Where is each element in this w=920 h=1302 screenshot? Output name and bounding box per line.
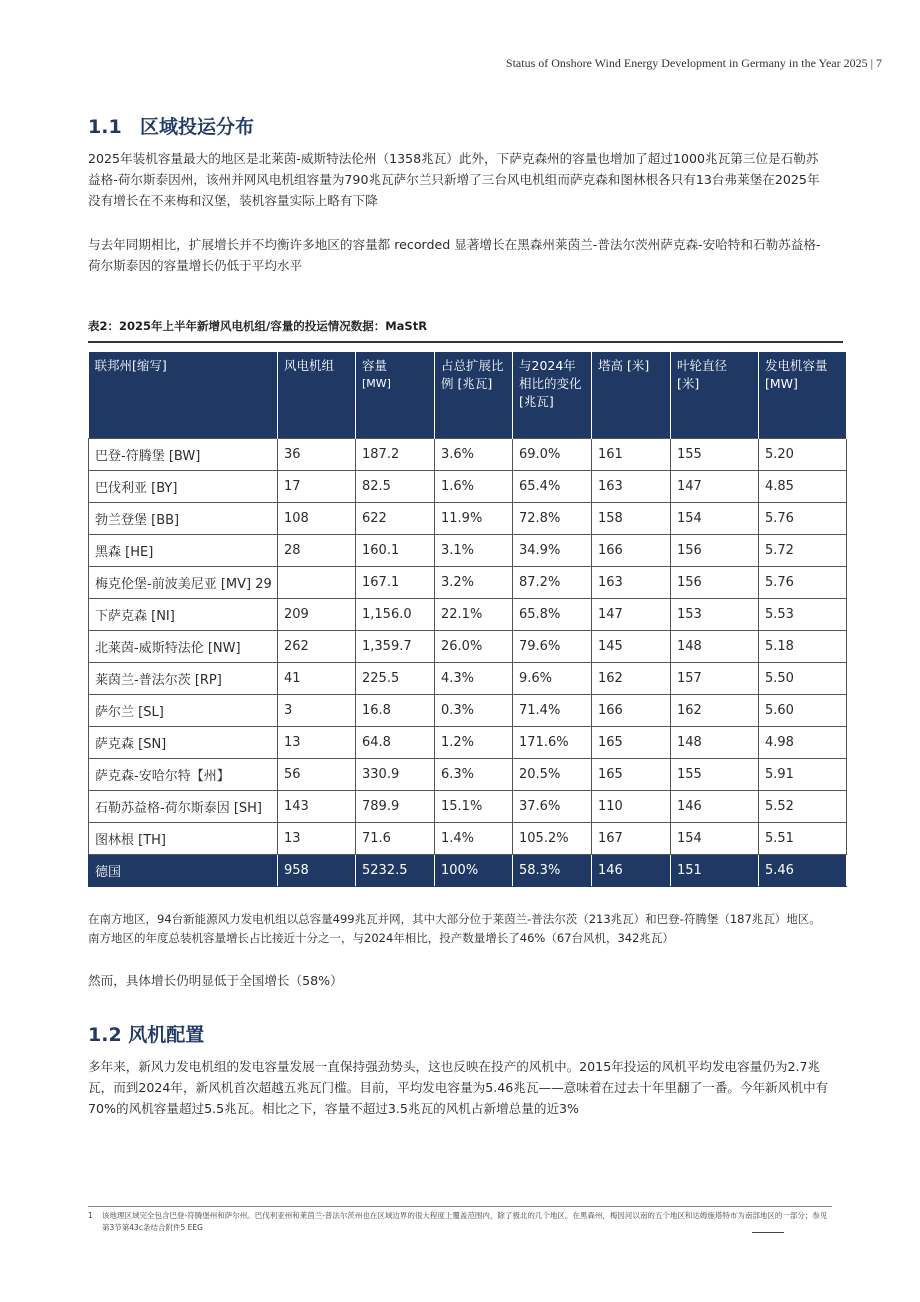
header-label: 占总扩展比例 [兆瓦] bbox=[441, 358, 504, 391]
footnote bbox=[88, 1210, 833, 1234]
table-cell: 158 bbox=[592, 503, 671, 535]
table-top-rule bbox=[88, 341, 843, 343]
table-total-cell: 146 bbox=[592, 855, 671, 887]
table-total-cell: 58.3% bbox=[513, 855, 592, 887]
table-cell: 155 bbox=[671, 759, 759, 791]
table-cell: 黑森 [HE] bbox=[89, 535, 278, 567]
footnote-end-bar bbox=[752, 1232, 784, 1233]
header-label: 风电机组 bbox=[284, 358, 335, 373]
table-cell: 157 bbox=[671, 663, 759, 695]
table-cell: 萨克森-安哈尔特【州】 bbox=[89, 759, 278, 791]
table-cell: 72.8% bbox=[513, 503, 592, 535]
table-row bbox=[89, 663, 847, 695]
table-cell: 166 bbox=[592, 695, 671, 727]
table-cell: 16.8 bbox=[356, 695, 435, 727]
table-cell: 71.4% bbox=[513, 695, 592, 727]
table-cell: 13 bbox=[278, 823, 356, 855]
table-cell: 34.9% bbox=[513, 535, 592, 567]
table-cell: 148 bbox=[671, 631, 759, 663]
table-cell: 5.76 bbox=[759, 567, 847, 599]
table-cell: 156 bbox=[671, 535, 759, 567]
table-cell: 166 bbox=[592, 535, 671, 567]
table-cell: 79.6% bbox=[513, 631, 592, 663]
table-cell: 萨尔兰 [SL] bbox=[89, 695, 278, 727]
table-row bbox=[89, 823, 847, 855]
table-cell: 87.2% bbox=[513, 567, 592, 599]
table-cell: 65.4% bbox=[513, 471, 592, 503]
table-cell: 莱茵兰-普法尔茨 [RP] bbox=[89, 663, 278, 695]
table-header-cell bbox=[89, 352, 278, 439]
table-cell: 图林根 [TH] bbox=[89, 823, 278, 855]
table-cell: 225.5 bbox=[356, 663, 435, 695]
table-cell: 5.76 bbox=[759, 503, 847, 535]
table-cell: 0.3% bbox=[435, 695, 513, 727]
table-cell: 71.6 bbox=[356, 823, 435, 855]
table-header-cell bbox=[278, 352, 356, 439]
table-caption: 表2：2025年上半年新增风电机组/容量的投运情况数据：MaStR bbox=[88, 319, 428, 333]
table-cell: 巴登-符腾堡 [BW] bbox=[89, 439, 278, 471]
table-cell: 37.6% bbox=[513, 791, 592, 823]
table-cell: 82.5 bbox=[356, 471, 435, 503]
table-total-cell: 151 bbox=[671, 855, 759, 887]
section-number: 1.1 bbox=[88, 116, 122, 138]
table-cell: 161 bbox=[592, 439, 671, 471]
table-cell: 64.8 bbox=[356, 727, 435, 759]
header-label: 发电机容量 [MW] bbox=[765, 358, 828, 391]
section-heading-1-1 bbox=[88, 112, 254, 139]
table-header-cell bbox=[671, 352, 759, 439]
paragraph-regional-1: 2025年装机容量最大的地区是北莱茵-威斯特法伦州（1358兆瓦）此外，下萨克森州的容量也增加了超过1000兆瓦第三位是石勒苏益格-荷尔斯泰因州，该州并网风电机组容量为790兆瓦萨尔兰只新增了三台风电机组而萨克森和图林根各只有13台弗莱堡在2025年没有增长在不来梅和汉堡，装机容量实际上略有下降 bbox=[88, 151, 820, 208]
table-cell: 4.98 bbox=[759, 727, 847, 759]
table-row bbox=[89, 695, 847, 727]
table-cell: 163 bbox=[592, 471, 671, 503]
paragraph-regional-2: 与去年同期相比，扩展增长并不均衡许多地区的容量都 recorded 显著增长在黑森州莱茵兰-普法尔茨州萨克森-安哈特和石勒苏益格-荷尔斯泰因的容量增长仍低于平均水平 bbox=[88, 237, 821, 273]
table-cell: 15.1% bbox=[435, 791, 513, 823]
table-cell: 26.0% bbox=[435, 631, 513, 663]
table-row bbox=[89, 535, 847, 567]
section-heading-1-2: 1.2 风机配置 bbox=[88, 1024, 205, 1046]
table-cell: 3.6% bbox=[435, 439, 513, 471]
header-label: 与2024年相比的变化 [兆瓦] bbox=[519, 358, 582, 409]
table-cell: 156 bbox=[671, 567, 759, 599]
commissioning-table bbox=[88, 352, 847, 887]
table-cell: 36 bbox=[278, 439, 356, 471]
table-total-cell: 958 bbox=[278, 855, 356, 887]
table-cell: 5.91 bbox=[759, 759, 847, 791]
table-total-cell: 5232.5 bbox=[356, 855, 435, 887]
table-cell: 5.18 bbox=[759, 631, 847, 663]
table-cell: 5.20 bbox=[759, 439, 847, 471]
table-row bbox=[89, 791, 847, 823]
table-cell: 巴伐利亚 [BY] bbox=[89, 471, 278, 503]
table-cell: 22.1% bbox=[435, 599, 513, 631]
table-cell: 163 bbox=[592, 567, 671, 599]
table-cell: 622 bbox=[356, 503, 435, 535]
paragraph-turbine-config: 多年来，新风力发电机组的发电容量发展一直保持强劲势头，这也反映在投产的风机中。2015年投运的风机平均发电容量仍为2.7兆瓦，而到2024年，新风机首次超越五兆瓦门槛。目前，平均发电容量为5.46兆瓦——意味着在过去十年里翻了一番。今年新风机中有70%的风机容量超过5.5兆瓦。相比之下，容量不超过3.5兆瓦的风机占新增总量的近3% bbox=[88, 1059, 829, 1116]
table-cell: 5.60 bbox=[759, 695, 847, 727]
paragraph-south-region: 在南方地区，94台新能源风力发电机组以总容量499兆瓦并网，其中大部分位于莱茵兰-普法尔茨（213兆瓦）和巴登-符腾堡（187兆瓦）地区。南方地区的年度总装机容量增长占比接近十分之一，与2024年相比，投产数量增长了46%（67台风机，342兆瓦） bbox=[88, 912, 821, 945]
table-row bbox=[89, 759, 847, 791]
table-row bbox=[89, 503, 847, 535]
table-cell: 167.1 bbox=[356, 567, 435, 599]
table-cell: 3.1% bbox=[435, 535, 513, 567]
header-label: 联邦州[缩写] bbox=[94, 358, 167, 373]
running-header: Status of Onshore Wind Energy Development in Germany in the Year 2025 | 7 bbox=[505, 56, 882, 70]
table-total-cell: 德国 bbox=[89, 855, 278, 887]
table-cell: 153 bbox=[671, 599, 759, 631]
table-cell: 3.2% bbox=[435, 567, 513, 599]
table-total-row bbox=[89, 855, 847, 887]
footnote-rule bbox=[88, 1206, 832, 1207]
paragraph-growth-note: 然而，具体增长仍明显低于全国增长（58%） bbox=[88, 973, 343, 988]
table-cell: 梅克伦堡-前波美尼亚 [MV] 29 bbox=[89, 567, 278, 599]
footnote-text: 该地理区域完全包含巴登-符腾堡州和萨尔州。巴伐利亚州和莱茵兰-普法尔茨州也在区域边界的很大程度上覆盖范围内，除了极北的几个地区。在黑森州，梅因河以南的五个地区和达姆施塔特市为南部地区的一部分；参见第3节第43c条结合附件5 EEG bbox=[102, 1211, 828, 1232]
table-row bbox=[89, 631, 847, 663]
table-row bbox=[89, 567, 847, 599]
table-cell: 41 bbox=[278, 663, 356, 695]
table-cell: 65.8% bbox=[513, 599, 592, 631]
table-cell: 56 bbox=[278, 759, 356, 791]
table-cell: 11.9% bbox=[435, 503, 513, 535]
table-cell: 171.6% bbox=[513, 727, 592, 759]
table-cell: 20.5% bbox=[513, 759, 592, 791]
table-cell: 165 bbox=[592, 727, 671, 759]
table-cell: 5.52 bbox=[759, 791, 847, 823]
table-cell: 110 bbox=[592, 791, 671, 823]
table-cell: 145 bbox=[592, 631, 671, 663]
table-cell: 石勒苏益格-荷尔斯泰因 [SH] bbox=[89, 791, 278, 823]
table-cell: 154 bbox=[671, 823, 759, 855]
table-row bbox=[89, 471, 847, 503]
table-header-cell bbox=[513, 352, 592, 439]
table-row bbox=[89, 439, 847, 471]
table-cell: 5.72 bbox=[759, 535, 847, 567]
table-cell: 28 bbox=[278, 535, 356, 567]
table-header-cell bbox=[592, 352, 671, 439]
table-cell: 下萨克森 [NI] bbox=[89, 599, 278, 631]
table-cell: 1.2% bbox=[435, 727, 513, 759]
header-label: 容量 bbox=[362, 358, 388, 373]
table-header-cell bbox=[759, 352, 847, 439]
table-cell: 5.50 bbox=[759, 663, 847, 695]
table-cell: 3 bbox=[278, 695, 356, 727]
table-cell: 187.2 bbox=[356, 439, 435, 471]
table-cell: 北莱茵-威斯特法伦 [NW] bbox=[89, 631, 278, 663]
table-cell: 789.9 bbox=[356, 791, 435, 823]
table-cell: 1,359.7 bbox=[356, 631, 435, 663]
header-label: 塔高 [米] bbox=[598, 358, 650, 373]
table-cell: 5.53 bbox=[759, 599, 847, 631]
table-cell bbox=[278, 567, 356, 599]
table-total-cell: 100% bbox=[435, 855, 513, 887]
table-cell: 146 bbox=[671, 791, 759, 823]
table-cell: 4.85 bbox=[759, 471, 847, 503]
table-cell: 209 bbox=[278, 599, 356, 631]
table-cell: 148 bbox=[671, 727, 759, 759]
header-label: 叶轮直径 [米] bbox=[677, 358, 728, 391]
table-cell: 1,156.0 bbox=[356, 599, 435, 631]
section-title: 区域投运分布 bbox=[140, 116, 255, 138]
table-cell: 147 bbox=[671, 471, 759, 503]
footnote-marker: 1 bbox=[88, 1211, 93, 1220]
table-cell: 262 bbox=[278, 631, 356, 663]
table-cell: 155 bbox=[671, 439, 759, 471]
table-cell: 13 bbox=[278, 727, 356, 759]
table-cell: 69.0% bbox=[513, 439, 592, 471]
table-cell: 143 bbox=[278, 791, 356, 823]
table-cell: 162 bbox=[671, 695, 759, 727]
table-cell: 147 bbox=[592, 599, 671, 631]
table-cell: 9.6% bbox=[513, 663, 592, 695]
table-cell: 17 bbox=[278, 471, 356, 503]
table-cell: 330.9 bbox=[356, 759, 435, 791]
table-row bbox=[89, 727, 847, 759]
table-header-row bbox=[89, 352, 847, 439]
table-row bbox=[89, 599, 847, 631]
table-cell: 105.2% bbox=[513, 823, 592, 855]
table-total-cell: 5.46 bbox=[759, 855, 847, 887]
table-cell: 1.4% bbox=[435, 823, 513, 855]
table-cell: 162 bbox=[592, 663, 671, 695]
table-header-cell bbox=[356, 352, 435, 439]
table-cell: 108 bbox=[278, 503, 356, 535]
table-cell: 167 bbox=[592, 823, 671, 855]
table-header-cell bbox=[435, 352, 513, 439]
header-unit: [MW] bbox=[362, 377, 391, 390]
table-cell: 5.51 bbox=[759, 823, 847, 855]
table-cell: 165 bbox=[592, 759, 671, 791]
table-cell: 6.3% bbox=[435, 759, 513, 791]
table-cell: 1.6% bbox=[435, 471, 513, 503]
table-cell: 勃兰登堡 [BB] bbox=[89, 503, 278, 535]
table-cell: 154 bbox=[671, 503, 759, 535]
table-cell: 4.3% bbox=[435, 663, 513, 695]
table-cell: 萨克森 [SN] bbox=[89, 727, 278, 759]
table-cell: 160.1 bbox=[356, 535, 435, 567]
